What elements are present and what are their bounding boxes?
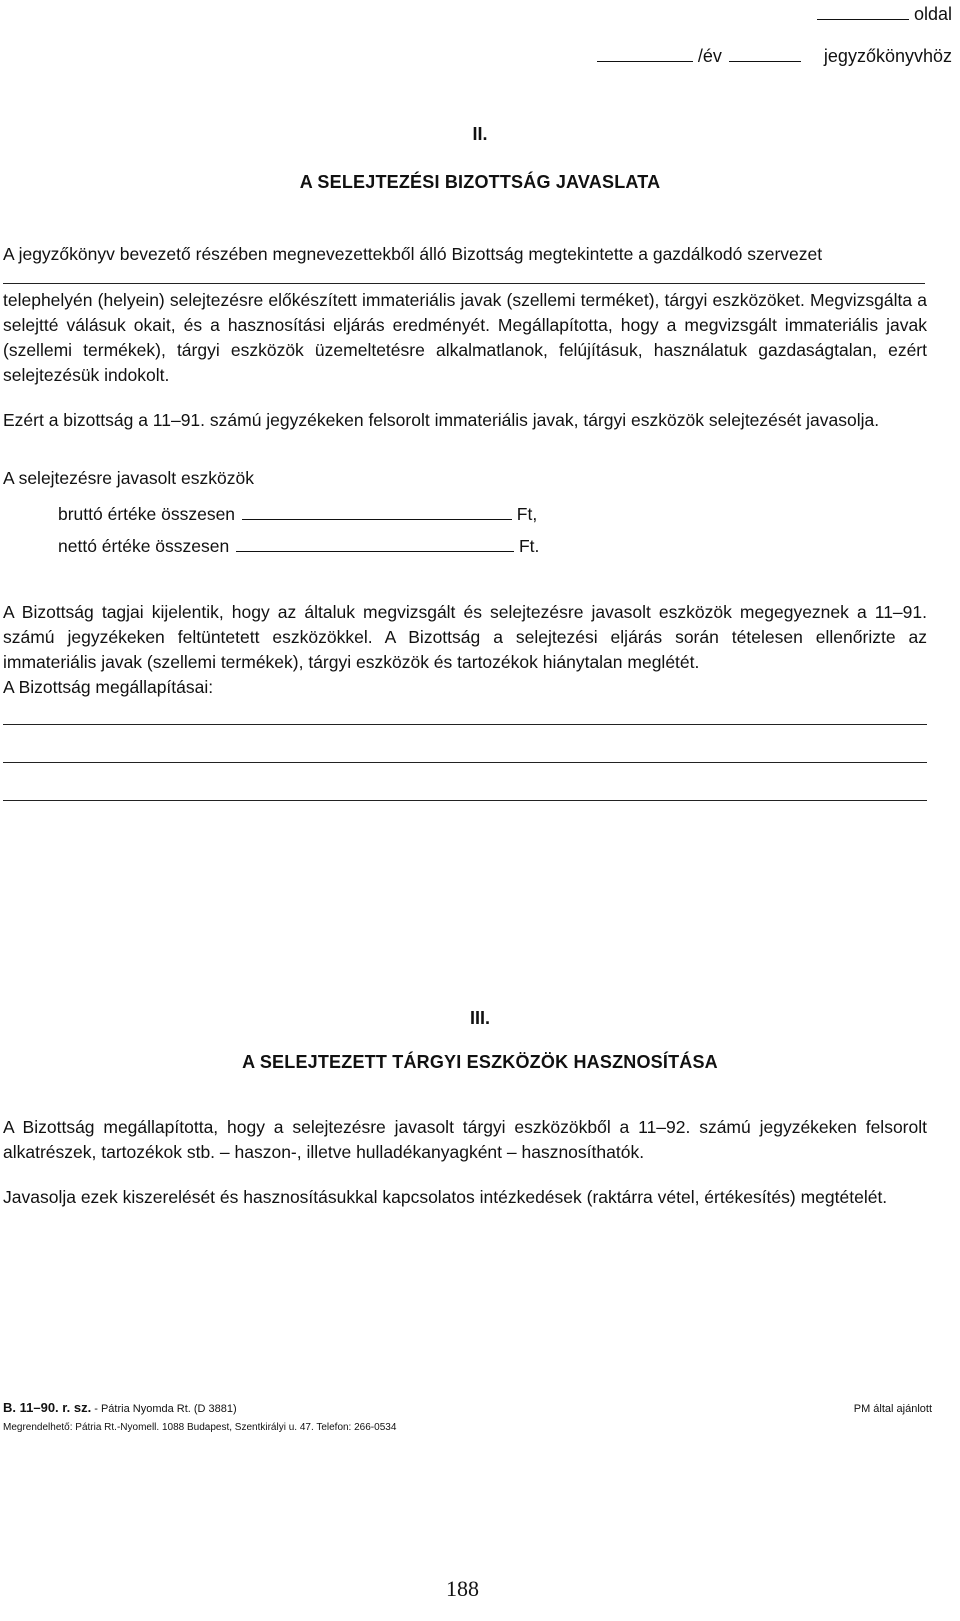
section3-para1: A Bizottság megállapította, hogy a selejtezésre javasolt tárgyi eszközökből a 11–92. számú jegyzékeken felsorolt alkatrészek, tartozékok stb. – haszon-, illetve hulladékanyagként – hasznosíthatók. xyxy=(3,1117,927,1162)
findings-rule-1 xyxy=(3,724,927,725)
para1-rule xyxy=(3,283,925,284)
footer-form-code: B. 11–90. r. sz. xyxy=(3,1400,92,1415)
footer-orderable: Megrendelhető: Pátria Rt.-Nyomell. 1088 Budapest, Szentkirályi u. 47. Telefon: 266-0534 xyxy=(3,1422,397,1433)
findings-rule-2 xyxy=(3,762,927,763)
header-year-line xyxy=(597,44,952,69)
net-unit: Ft. xyxy=(518,536,540,556)
section2-title: A SELEJTEZÉSI BIZOTTSÁG JAVASLATA xyxy=(299,172,661,192)
section2-para1: A jegyzőkönyv bevezető részében megnevezettekből álló Bizottság megtekintette a gazdálkodó szervezet xyxy=(3,244,823,264)
header-jegyzokonyvhoz: jegyzőkönyvhöz xyxy=(823,46,952,66)
number-blank xyxy=(597,60,693,62)
section2-para2: telephelyén (helyein) selejtezésre előkészített immateriális javak (szellemi terméket), tárgyi eszközöket. Megvizsgálta a selejtté válásuk okait, és a hasznosítási eljárás eredményét. Megállapította, hogy a megvizsgált immateriális javak (szellemi termékek), tárgyi eszközök üzemeltetésre alkalmatlanok, felújításuk, használatuk gazdaságtalan, ezért selejtezésük indokolt. xyxy=(3,290,927,385)
section2-number: II. xyxy=(472,124,488,144)
footer-recommended: PM által ajánlott xyxy=(853,1403,932,1415)
section3-number: III. xyxy=(469,1008,490,1028)
page-blank xyxy=(817,18,909,20)
section3-title: A SELEJTEZETT TÁRGYI ESZKÖZÖK HASZNOSÍTÁSA xyxy=(242,1052,718,1072)
gross-line xyxy=(58,502,537,527)
header-ev: /év xyxy=(697,46,722,66)
section2-para3: Ezért a bizottság a 11–91. számú jegyzékeken felsorolt immateriális javak, tárgyi eszközök selejtezését javasolja. xyxy=(3,410,880,430)
gross-unit: Ft, xyxy=(516,504,538,524)
header-oldal: oldal xyxy=(913,4,952,24)
footer-form-line xyxy=(3,1400,237,1416)
findings-rule-3 xyxy=(3,800,927,801)
net-label: nettó értéke összesen xyxy=(58,536,230,556)
net-line xyxy=(58,534,539,559)
gross-label: bruttó értéke összesen xyxy=(58,504,236,524)
gross-blank xyxy=(242,518,512,520)
header-page-line xyxy=(817,2,952,27)
footer-printer: - Pátria Nyomda Rt. (D 3881) xyxy=(91,1403,237,1415)
year-blank xyxy=(729,60,801,62)
findings-label: A Bizottság megállapításai: xyxy=(3,677,214,697)
section2-para4: A Bizottság tagjai kijelentik, hogy az általuk megvizsgált és selejtezésre javasolt eszközök megegyeznek a 11–91. számú jegyzékeken feltüntetett eszközökkel. A Bizottság a selejtezési eljárás során tételesen ellenőrizte az immateriális javak (szellemi termékek), tárgyi eszközök és tartozékok hiánytalan meglétét. xyxy=(3,602,927,672)
section3-para2: Javasolja ezek kiszerelését és hasznosításukkal kapcsolatos intézkedések (raktárra vétel, értékesítés) megtételét. xyxy=(3,1187,888,1207)
assets-intro: A selejtezésre javasolt eszközök xyxy=(3,468,254,488)
page-number: 188 xyxy=(446,1576,479,1601)
net-blank xyxy=(236,550,514,552)
